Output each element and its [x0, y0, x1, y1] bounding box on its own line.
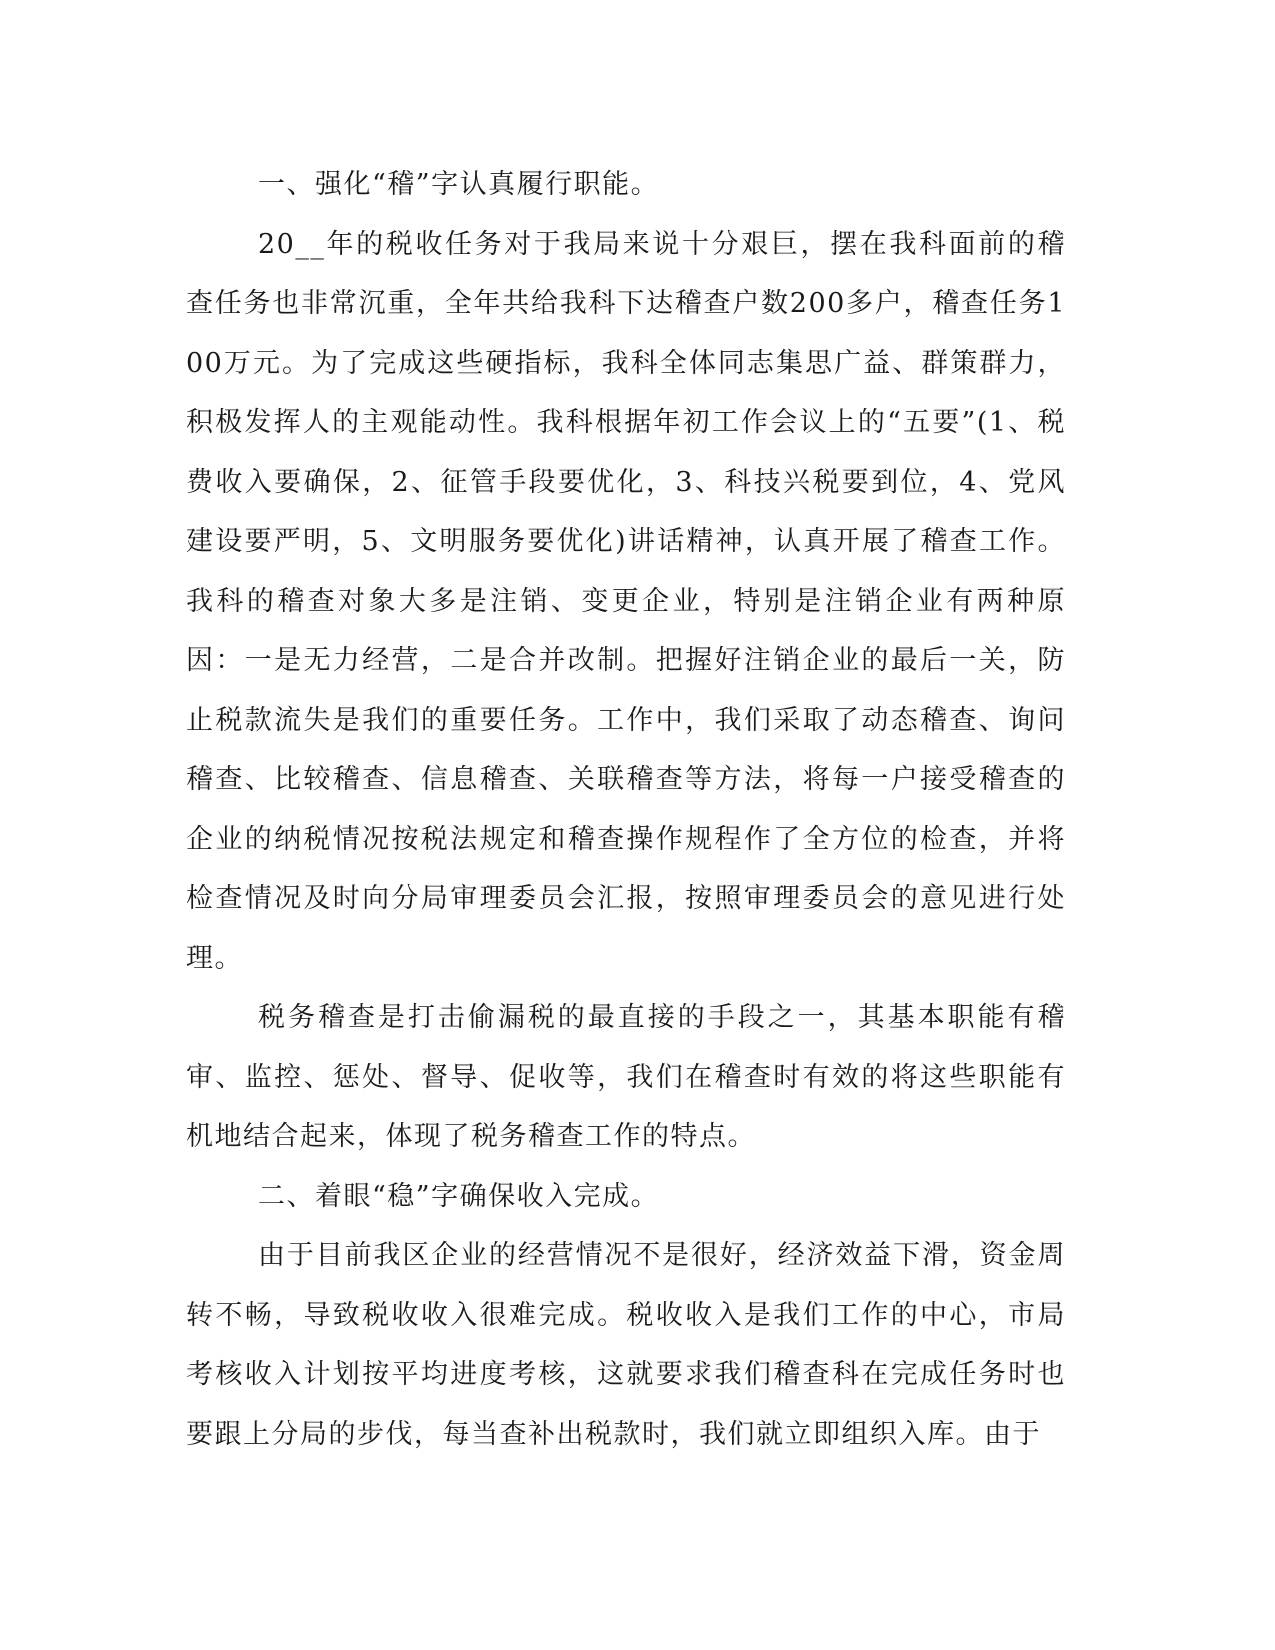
section1-paragraph-1: 20__年的税收任务对于我局来说十分艰巨，摆在我科面前的稽查任务也非常沉重，全年共给我科下达稽查户数200多户，稽查任务100万元。为了完成这些硬指标，我科全体同志集思广益、群策群力，积极发挥人的主观能动性。我科根据年初工作会议上的“五要”(1、税费收入要确保，2、征管手段要优化，3、科技兴税要到位，4、党风建设要严明，5、文明服务要优化)讲话精神，认真开展了稽查工作。我科的稽查对象大多是注销、变更企业，特别是注销企业有两种原因：一是无力经营，二是合并改制。把握好注销企业的最后一关，防止税款流失是我们的重要任务。工作中，我们采取了动态稽查、询问稽查、比较稽查、信息稽查、关联稽查等方法，将每一户接受稽查的企业的纳税情况按税法规定和稽查操作规程作了全方位的检查，并将检查情况及时向分局审理委员会汇报，按照审理委员会的意见进行处理。	[186, 228, 1066, 974]
section2-paragraph-1: 由于目前我区企业的经营情况不是很好，经济效益下滑，资金周转不畅，导致税收收入很难完成。税收收入是我们工作的中心，市局考核收入计划按平均进度考核，这就要求我们稽查科在完成任务时也要跟上分局的步伐，每当查补出税款时，我们就立即组织入库。由于	[186, 1240, 1066, 1450]
document-body	[186, 155, 1066, 1464]
section1-paragraph-2: 税务稽查是打击偷漏税的最直接的手段之一，其基本职能有稽审、监控、惩处、督导、促收等，我们在稽查时有效的将这些职能有机地结合起来，体现了税务稽查工作的特点。	[186, 1002, 1066, 1152]
section1-heading: 一、强化“稽”字认真履行职能。	[258, 169, 660, 200]
section2-heading: 二、着眼“稳”字确保收入完成。	[258, 1180, 660, 1212]
